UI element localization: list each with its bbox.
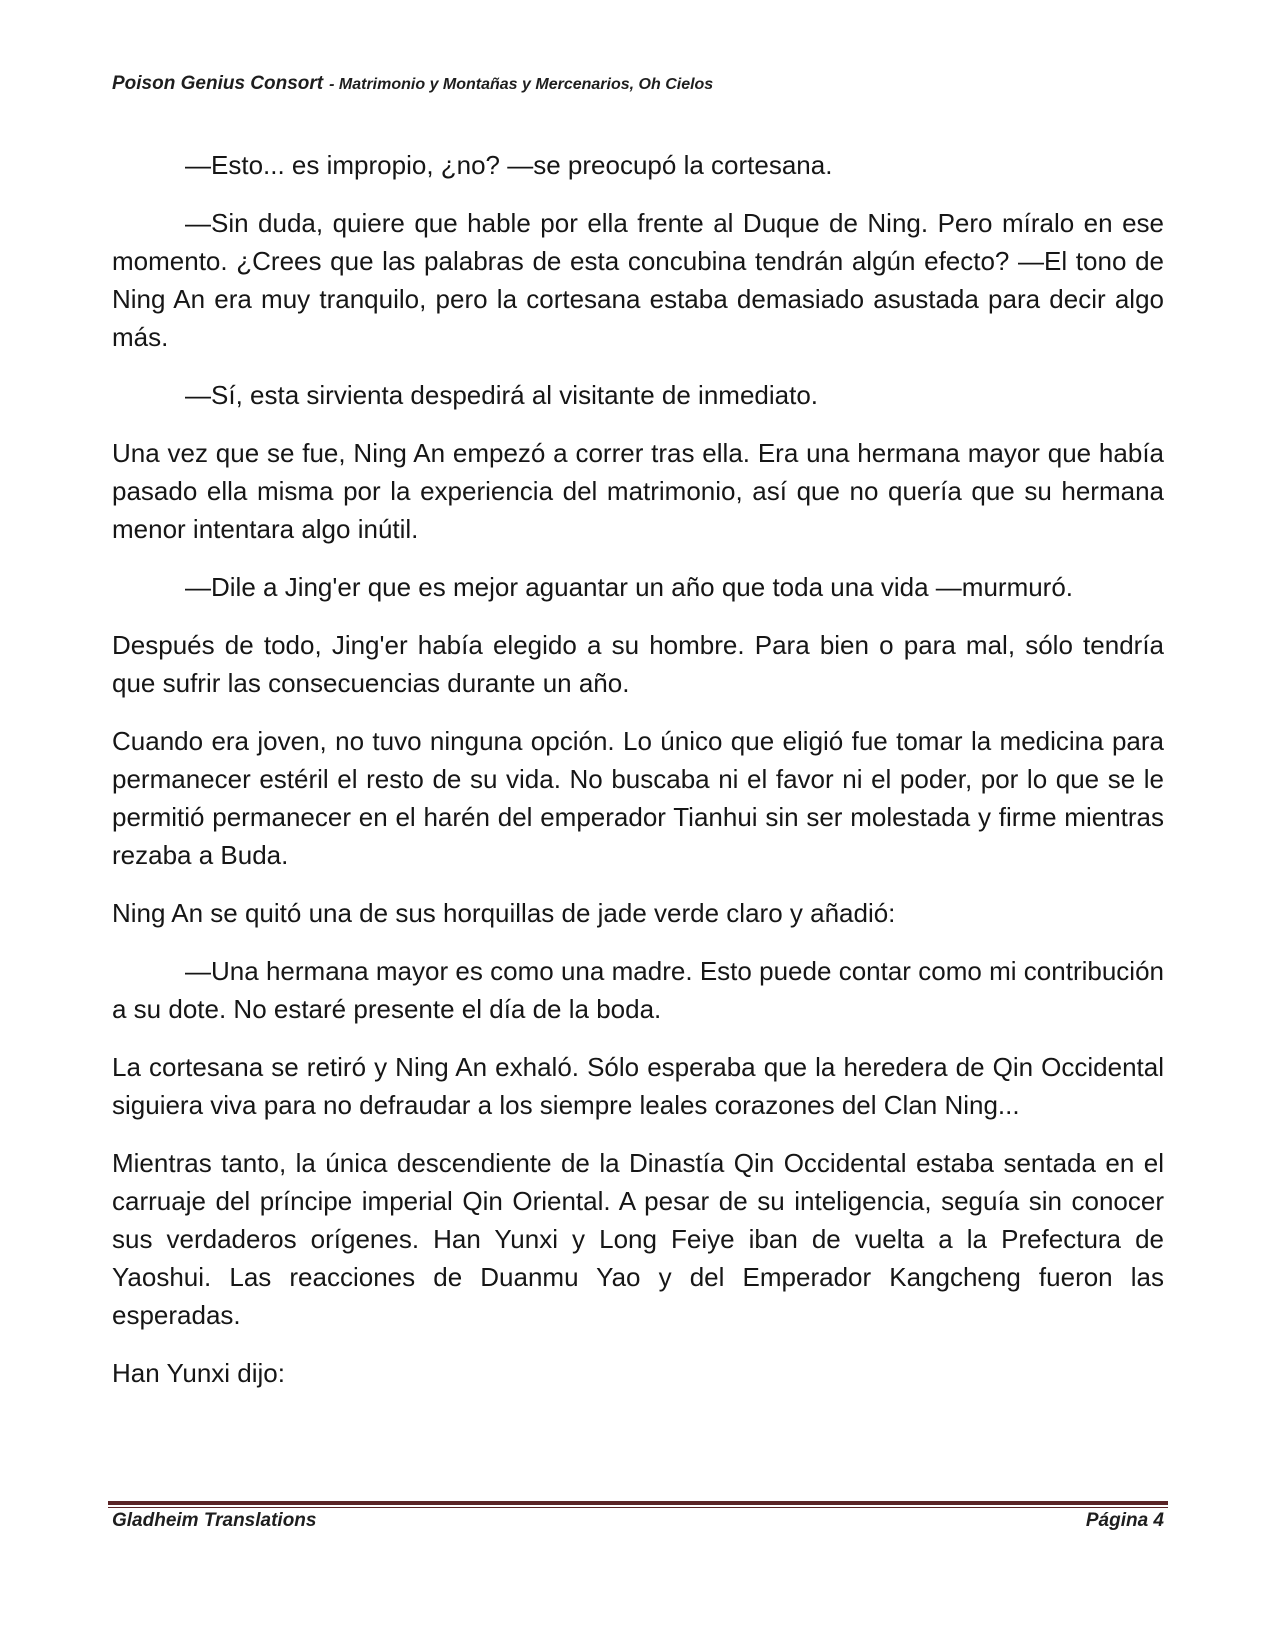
paragraph: —Sin duda, quiere que hable por ella frente al Duque de Ning. Pero míralo en ese momento. ¿Crees que las palabras de esta concubina tendrán algún efecto? —El tono de Ning An era muy tranquilo, pero la cortesana estaba demasiado asustada para decir algo más. (112, 208, 1164, 352)
paragraph: —Esto... es impropio, ¿no? —se preocupó la cortesana. (185, 150, 833, 180)
page-footer (112, 1510, 1164, 1532)
body-text (112, 146, 1164, 1412)
footer-page-number: Página 4 (1085, 1510, 1164, 1531)
paragraph: Después de todo, Jing'er había elegido a su hombre. Para bien o para mal, sólo tendría que sufrir las consecuencias durante un año. (112, 630, 1164, 698)
paragraph: Han Yunxi dijo: (112, 1358, 285, 1388)
paragraph: La cortesana se retiró y Ning An exhaló. Sólo esperaba que la heredera de Qin Occidental siguiera viva para no defraudar a los siempre leales corazones del Clan Ning... (112, 1052, 1164, 1120)
footer-rule-thick (108, 1501, 1168, 1505)
paragraph: —Sí, esta sirvienta despedirá al visitante de inmediato. (185, 380, 819, 410)
header-title: Poison Genius Consort (112, 73, 324, 94)
paragraph: Cuando era joven, no tuvo ninguna opción. Lo único que eligió fue tomar la medicina para permanecer estéril el resto de su vida. No buscaba ni el favor ni el poder, por lo que se le permitió permanecer en el harén del emperador Tianhui sin ser molestada y firme mientras rezaba a Buda. (112, 726, 1164, 870)
footer-translator: Gladheim Translations (112, 1510, 317, 1531)
paragraph: Ning An se quitó una de sus horquillas de jade verde claro y añadió: (112, 898, 896, 928)
header-subtitle: - Matrimonio y Montañas y Mercenarios, Oh Cielos (329, 76, 714, 93)
page-header (112, 73, 1172, 95)
paragraph: —Una hermana mayor es como una madre. Esto puede contar como mi contribución a su dote. No estaré presente el día de la boda. (112, 956, 1164, 1024)
paragraph: Mientras tanto, la única descendiente de la Dinastía Qin Occidental estaba sentada en el carruaje del príncipe imperial Qin Oriental. A pesar de su inteligencia, seguía sin conocer sus verdaderos orígenes. Han Yunxi y Long Feiye iban de vuelta a la Prefectura de Yaoshui. Las reacciones de Duanmu Yao y del Emperador Kangcheng fueron las esperadas. (112, 1148, 1164, 1330)
paragraph: —Dile a Jing'er que es mejor aguantar un año que toda una vida —murmuró. (185, 572, 1074, 602)
paragraph: Una vez que se fue, Ning An empezó a correr tras ella. Era una hermana mayor que había pasado ella misma por la experiencia del matrimonio, así que no quería que su hermana menor intentara algo inútil. (112, 438, 1164, 544)
footer-rule (108, 1501, 1168, 1508)
footer-rule-thin (108, 1507, 1168, 1508)
